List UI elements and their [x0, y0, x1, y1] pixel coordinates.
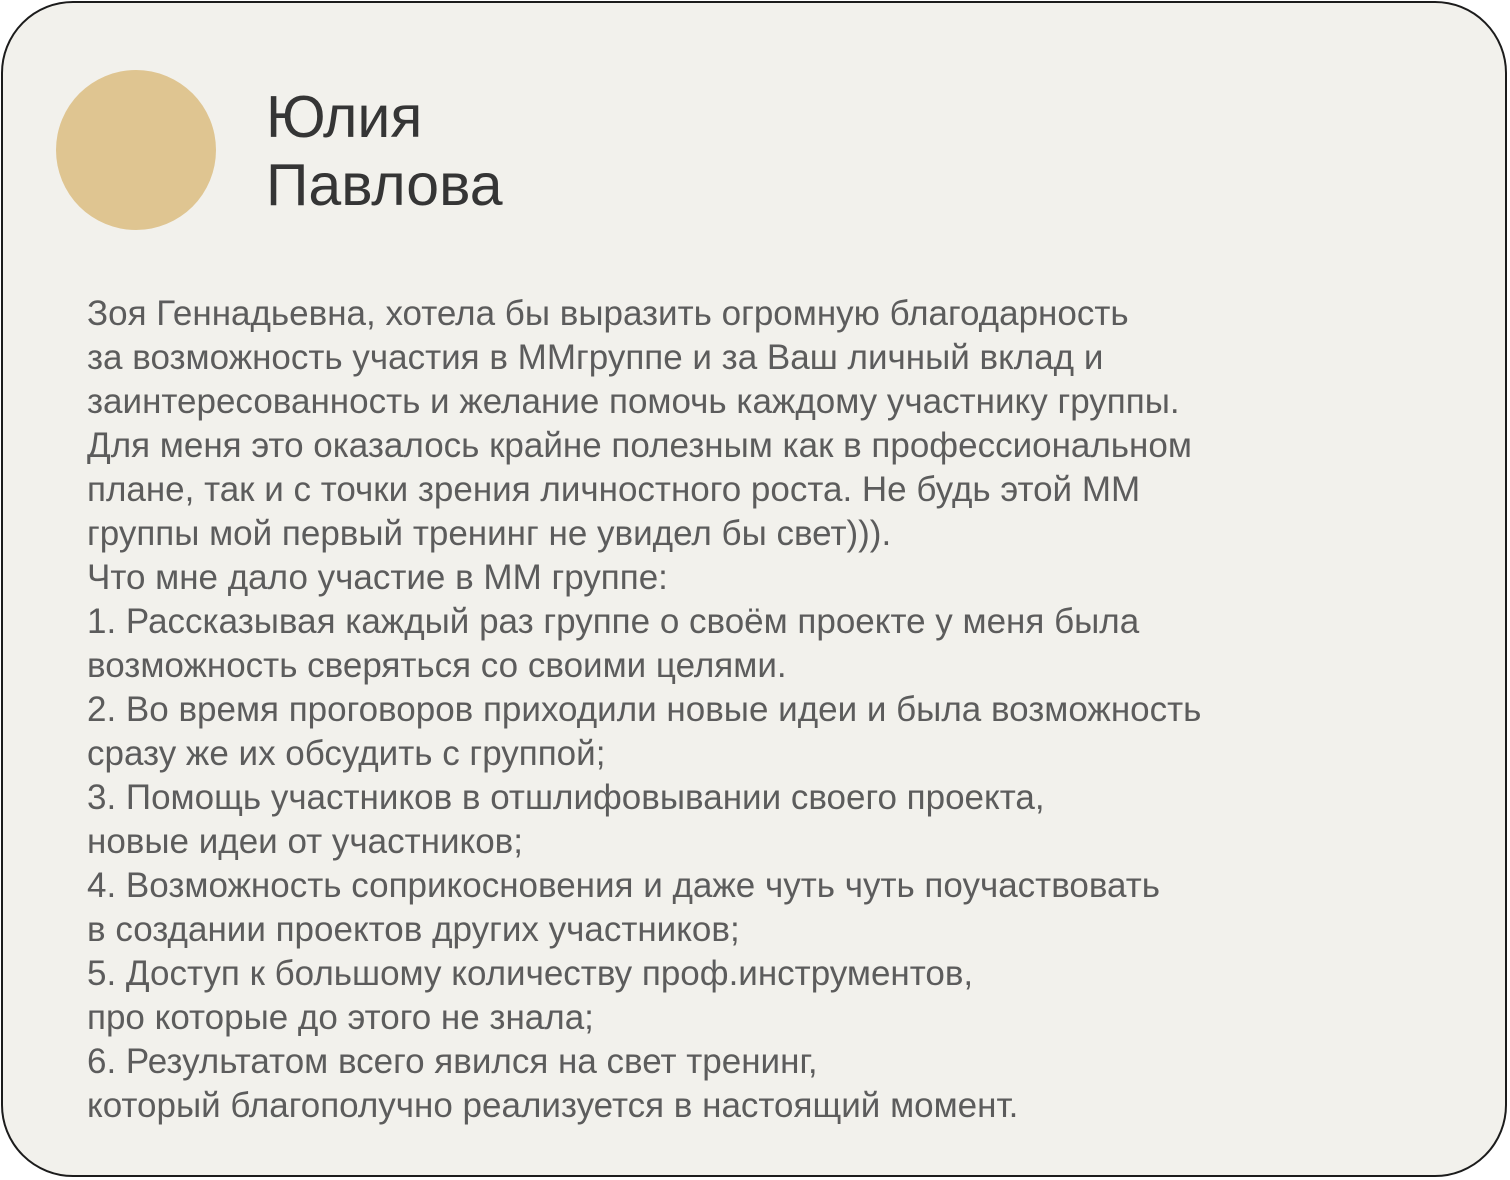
review-line: за возможность участия в ММгруппе и за Ваш личный вклад и [87, 338, 1104, 377]
author-last-name: Павлова [266, 152, 503, 218]
testimonial-card [1, 1, 1507, 1177]
review-line: возможность сверяться со своими целями. [87, 646, 787, 685]
author-first-name: Юлия [266, 84, 423, 150]
review-line: Для меня это оказалось крайне полезным как в профессиональном [87, 426, 1192, 465]
author-name [266, 83, 503, 219]
review-line: заинтересованность и желание помочь каждому участнику группы. [87, 382, 1180, 421]
review-line: 2. Во время проговоров приходили новые идеи и была возможность [87, 690, 1202, 729]
review-line: сразу же их обсудить с группой; [87, 734, 606, 773]
review-line: Что мне дало участие в ММ группе: [87, 558, 668, 597]
review-line: 6. Результатом всего явился на свет тренинг, [87, 1042, 818, 1081]
review-line: 5. Доступ к большому количеству проф.инструментов, [87, 954, 974, 993]
avatar [56, 70, 216, 230]
review-line: новые идеи от участников; [87, 822, 523, 861]
review-line: плане, так и с точки зрения личностного роста. Не будь этой ММ [87, 470, 1141, 509]
review-text [87, 292, 1387, 1128]
review-line: 4. Возможность соприкосновения и даже чуть чуть поучаствовать [87, 866, 1161, 905]
review-line: который благополучно реализуется в настоящий момент. [87, 1086, 1019, 1125]
review-line: Зоя Геннадьевна, хотела бы выразить огромную благодарность [87, 294, 1129, 333]
review-line: про которые до этого не знала; [87, 998, 594, 1037]
review-line: группы мой первый тренинг не увидел бы свет))). [87, 514, 892, 553]
review-line: 1. Рассказывая каждый раз группе о своём проекте у меня была [87, 602, 1140, 641]
review-line: в создании проектов других участников; [87, 910, 740, 949]
review-line: 3. Помощь участников в отшлифовывании своего проекта, [87, 778, 1045, 817]
